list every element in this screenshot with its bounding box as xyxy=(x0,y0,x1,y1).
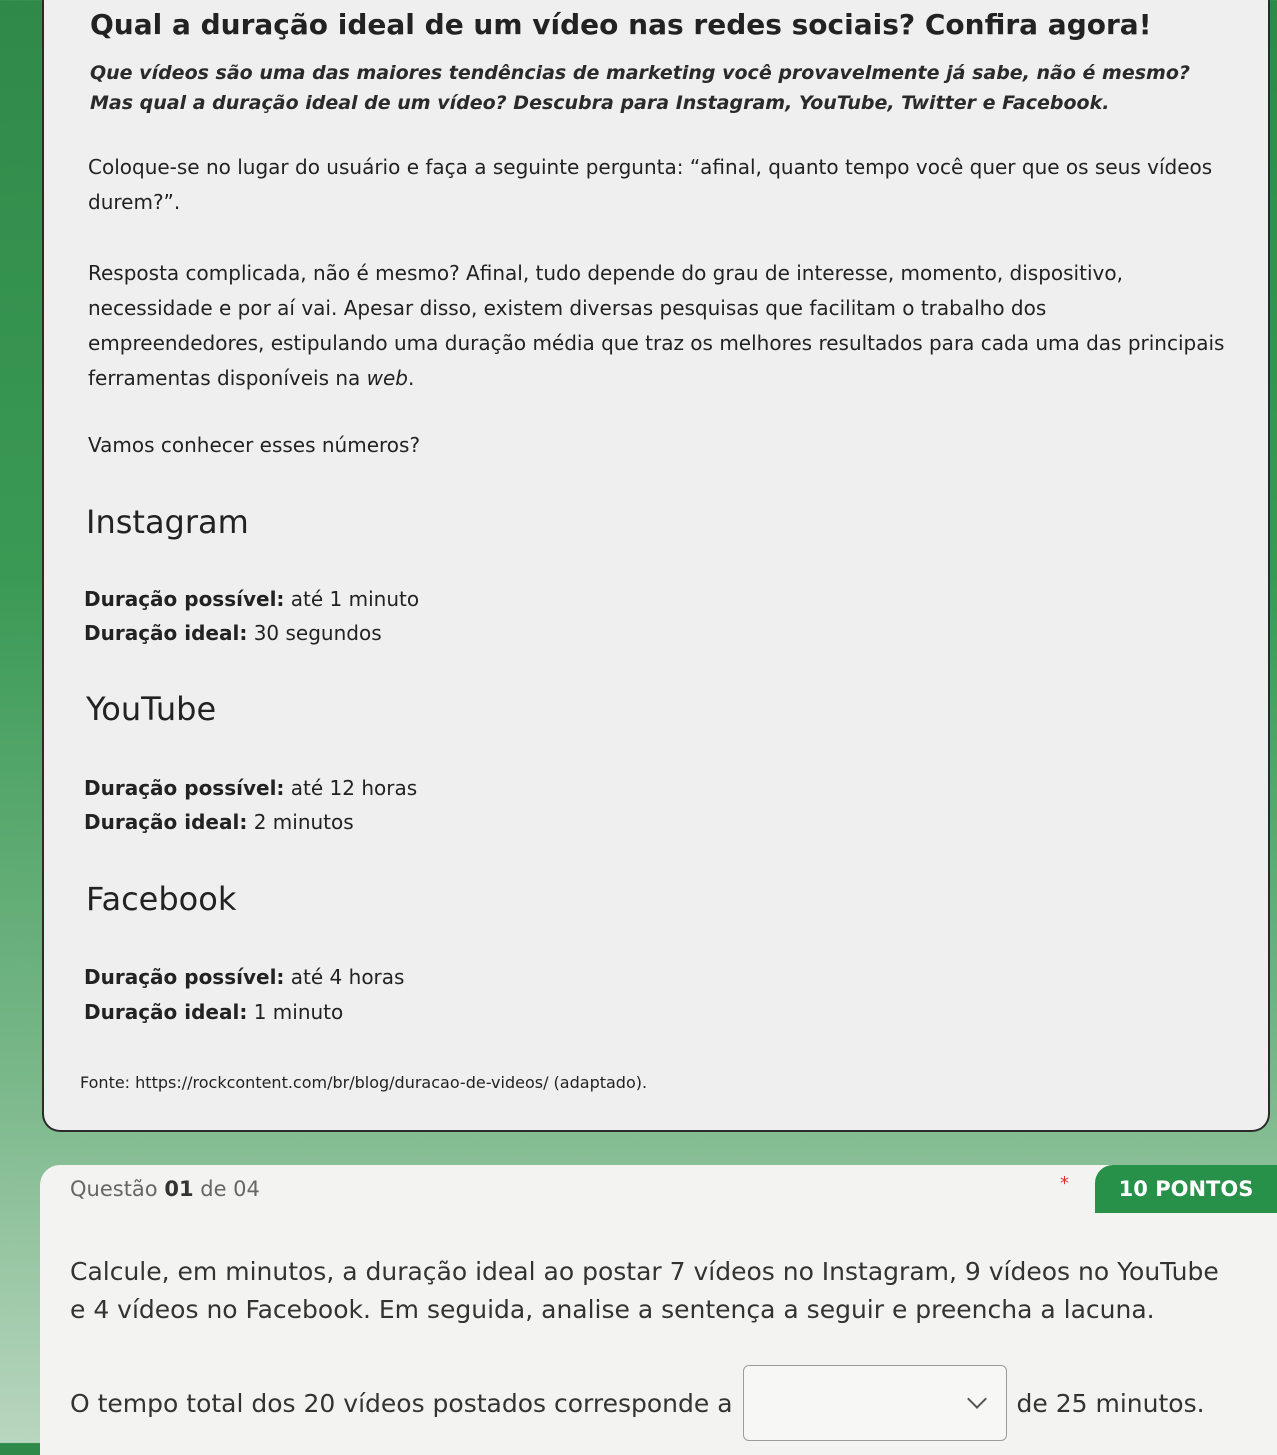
counter-prefix: Questão xyxy=(70,1177,165,1201)
ideal-value: 1 minuto xyxy=(247,1000,344,1024)
facebook-possible-duration xyxy=(84,965,404,989)
ideal-label: Duração ideal: xyxy=(84,621,248,645)
paragraph-2-italic-word: web xyxy=(366,366,408,390)
source-citation: Fonte: https://rockcontent.com/br/blog/duracao-de-videos/ (adaptado). xyxy=(80,1073,648,1092)
youtube-possible-duration xyxy=(84,776,417,800)
sentence-before: O tempo total dos 20 vídeos postados corresponde a xyxy=(70,1388,733,1418)
heading-youtube: YouTube xyxy=(86,690,217,728)
heading-instagram: Instagram xyxy=(86,503,249,541)
article-paragraph-1: Coloque-se no lugar do usuário e faça a seguinte pergunta: “afinal, quanto tempo você quer que os seus vídeos durem?”. xyxy=(88,155,1213,214)
possible-label: Duração possível: xyxy=(84,965,285,989)
possible-value: até 1 minuto xyxy=(284,587,420,611)
facebook-ideal-duration xyxy=(84,1000,343,1024)
article-title: Qual a duração ideal de um vídeo nas redes sociais? Confira agora! xyxy=(90,8,1152,41)
sentence-after: de 25 minutos. xyxy=(1016,1388,1205,1418)
counter-number: 01 xyxy=(164,1177,194,1201)
youtube-ideal-duration xyxy=(84,810,354,834)
instagram-ideal-duration xyxy=(84,621,382,645)
article-card xyxy=(42,0,1270,1132)
paragraph-2-text: Resposta complicada, não é mesmo? Afinal, tudo depende do grau de interesse, momento, dispositivo, necessidade e por aí vai. Apesar disso, existem diversas pesquisas que facilitam o trabalho dos empreendedores, estipulando uma duração média que traz os melhores resultados para cada uma das principais ferramentas disponíveis na xyxy=(88,261,1225,390)
counter-suffix: de 04 xyxy=(193,1177,260,1201)
possible-label: Duração possível: xyxy=(84,776,285,800)
chevron-down-icon xyxy=(967,1389,987,1409)
fill-in-sentence xyxy=(70,1365,1205,1441)
article-paragraph-2 xyxy=(88,256,1228,396)
ideal-label: Duração ideal: xyxy=(84,810,248,834)
article-paragraph-3: Vamos conhecer esses números? xyxy=(88,433,421,457)
heading-facebook: Facebook xyxy=(86,880,237,918)
required-star-icon: * xyxy=(1060,1173,1069,1194)
answer-dropdown[interactable] xyxy=(743,1365,1007,1441)
points-badge: 10 PONTOS xyxy=(1095,1165,1277,1213)
ideal-value: 2 minutos xyxy=(247,810,354,834)
article-subtitle: Que vídeos são uma das maiores tendências de marketing você provavelmente já sabe, não é mesmo? Mas qual a duração ideal de um vídeo? Descubra para Instagram, YouTube, Twitter e Facebook. xyxy=(90,62,1190,114)
instagram-possible-duration xyxy=(84,587,419,611)
question-text: Calcule, em minutos, a duração ideal ao postar 7 vídeos no Instagram, 9 vídeos no YouTube e 4 vídeos no Facebook. Em seguida, analise a sentença a seguir e preencha a lacuna. xyxy=(70,1257,1219,1324)
possible-value: até 4 horas xyxy=(284,965,405,989)
possible-label: Duração possível: xyxy=(84,587,285,611)
ideal-label: Duração ideal: xyxy=(84,1000,248,1024)
possible-value: até 12 horas xyxy=(284,776,418,800)
ideal-value: 30 segundos xyxy=(247,621,382,645)
question-counter xyxy=(70,1177,260,1201)
question-card xyxy=(40,1165,1277,1455)
paragraph-2-end: . xyxy=(408,366,415,390)
